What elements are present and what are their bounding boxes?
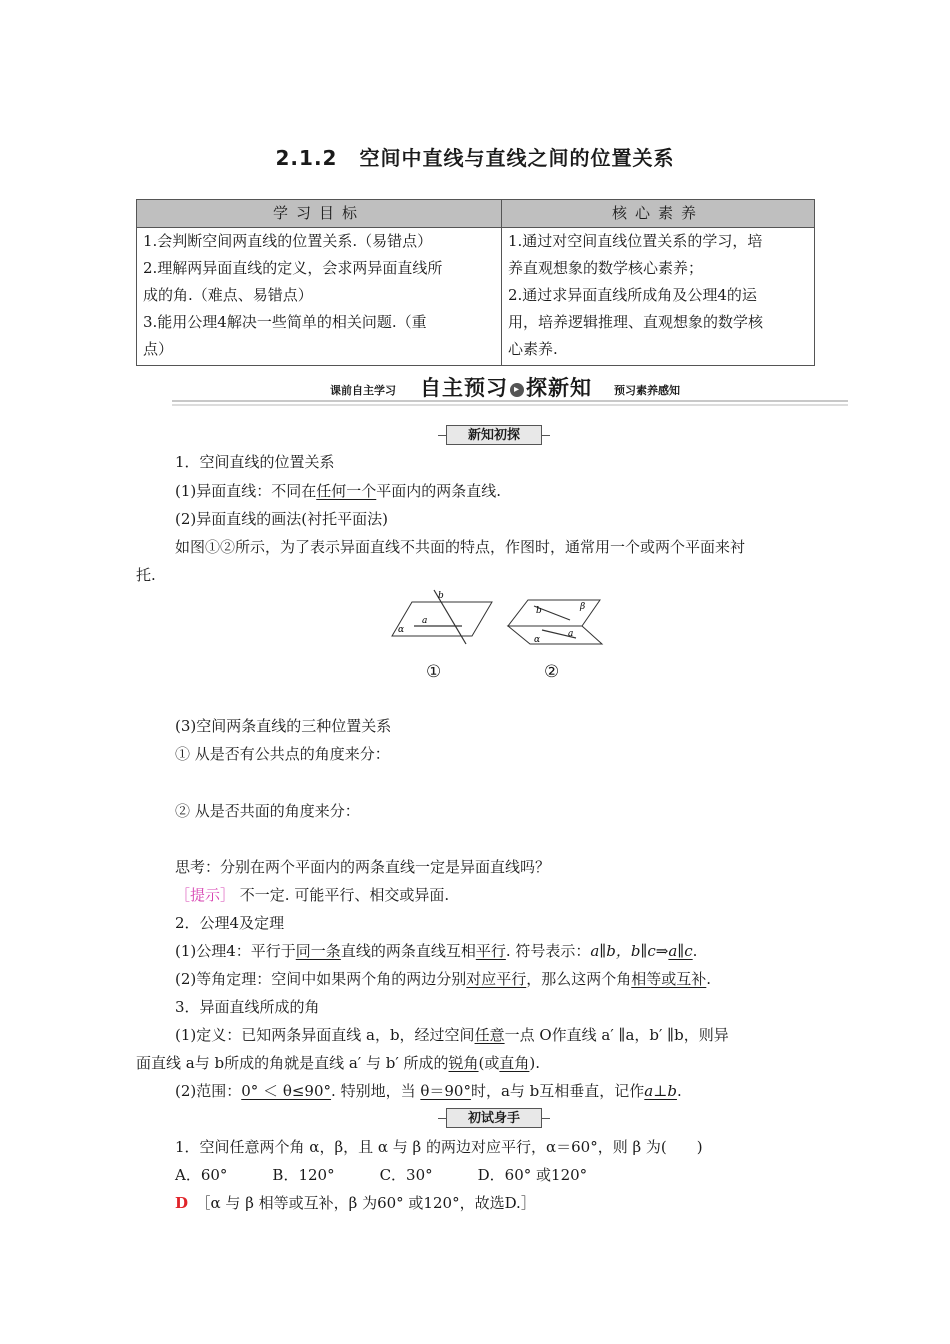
b-label: b	[536, 606, 542, 616]
page-title	[0, 142, 950, 171]
section-title: 空间中直线与直线之间的位置关系	[359, 146, 675, 170]
b-label: b	[438, 591, 444, 601]
literacy-line: 1.通过对空间直线位置关系的学习，培	[508, 232, 763, 250]
banner-divider	[172, 404, 848, 406]
banner-right-label: 预习素养感知	[614, 384, 680, 397]
banner-heading	[420, 372, 592, 402]
hint-line: ［提示］ 不一定. 可能平行、相交或异面.	[175, 886, 450, 904]
goal-line: 成的角.（难点、易错点）	[143, 286, 313, 304]
s1-by-coplanar: ② 从是否共面的角度来分：	[175, 802, 360, 820]
blank-answer: 0° ＜ θ≤90°	[241, 1082, 332, 1100]
blank-answer: 相等或互补	[631, 970, 707, 988]
s3-title: 3．异面直线所成的角	[175, 998, 320, 1016]
goal-line: 2.理解两异面直线的定义，会求两异面直线所	[143, 259, 443, 277]
a-label: a	[568, 629, 574, 639]
equal-angle-theorem: (2)等角定理：空间中如果两个角的两边分别对应平行，那么这两个角相等或互补.	[175, 970, 712, 988]
goal-line: 3.能用公理4解决一些简单的相关问题.（重	[143, 313, 427, 331]
blank-answer: 任意	[474, 1026, 505, 1044]
banner-heading-part2: 探新知	[526, 376, 592, 400]
question-1-answer: D ［α 与 β 相等或互补，β 为60° 或120°，故选D.］	[175, 1194, 536, 1212]
section-number: 2.1.2	[275, 146, 338, 170]
axiom-4: (1)公理4：平行于同一条直线的两条直线互相平行. 符号表示：a∥b，b∥c⇒a∥c.	[175, 942, 698, 960]
blank-answer: 同一条	[295, 942, 341, 960]
goals-header-left: 学习目标	[137, 200, 502, 228]
alpha-label: α	[534, 635, 541, 645]
s2-title: 2．公理4及定理	[175, 914, 285, 932]
alpha-label: α	[398, 625, 405, 635]
banner-left-label: 课前自主学习	[330, 384, 396, 397]
goals-header-right: 核心素养	[502, 200, 815, 228]
figure-2	[500, 596, 610, 648]
a-label: a	[422, 616, 428, 626]
s1-desc: 如图①②所示，为了表示异面直线不共面的特点，作图时，通常用一个或两个平面来衬	[175, 538, 746, 556]
goal-line: 点）	[143, 340, 174, 358]
s1-by-common-point: ① 从是否有公共点的角度来分：	[175, 745, 390, 763]
figure-1	[388, 586, 508, 646]
learning-goals-cell	[137, 228, 502, 366]
literacy-line: 2.通过求异面直线所成角及公理4的运	[508, 286, 757, 304]
arrow-right-icon: ▸	[510, 383, 524, 397]
question-1-options: A．60° B．120° C．30° D．60° 或120°	[175, 1166, 588, 1184]
s1-def: (1)异面直线：不同在任何一个平面内的两条直线.	[175, 482, 502, 500]
s1-title: 1．空间直线的位置关系	[175, 453, 335, 471]
answer-letter: D	[175, 1194, 189, 1212]
think-question: 思考：分别在两个平面内的两条直线一定是异面直线吗？	[175, 858, 551, 876]
blank-answer: a∥c	[668, 942, 693, 960]
angle-range: (2)范围：0° ＜ θ≤90°. 特别地，当 θ＝90°时，a与 b互相垂直，记作a⊥b.	[175, 1082, 682, 1100]
beta-label: β	[580, 602, 586, 612]
goal-line: 1.会判断空间两直线的位置关系.（易错点）	[143, 232, 433, 250]
blank-answer: 直角	[499, 1054, 530, 1072]
angle-definition: (1)定义：已知两条异面直线 a，b，经过空间任意一点 O作直线 a′ ∥a，b′ ∥b，则异	[175, 1026, 729, 1044]
figure-2-label: ②	[544, 662, 560, 682]
blank-answer: a⊥b	[644, 1082, 677, 1100]
hint-label: ［提示］	[175, 886, 236, 904]
literacy-line: 养直观想象的数学核心素养；	[508, 259, 704, 277]
question-1: 1．空间任意两个角 α，β，且 α 与 β 的两边对应平行，α＝60°，则 β 为( )	[175, 1138, 703, 1156]
figure-1-label: ①	[426, 662, 442, 682]
s1-three-relations: (3)空间两条直线的三种位置关系	[175, 717, 392, 735]
goals-table	[136, 199, 815, 366]
s1-drawing: (2)异面直线的画法(衬托平面法)	[175, 510, 388, 528]
literacy-line: 心素养.	[508, 340, 558, 358]
angle-definition-cont: 面直线 a与 b所成的角就是直线 a′ 与 b′ 所成的锐角(或直角).	[136, 1054, 541, 1072]
blank-answer: θ＝90°	[420, 1082, 471, 1100]
literacy-line: 用，培养逻辑推理、直观想象的数学核	[508, 313, 764, 331]
blank-answer: 平行	[475, 942, 506, 960]
s1-desc-cont: 托.	[136, 566, 156, 584]
blank-answer: 对应平行	[466, 970, 527, 988]
first-try-tag: 初试身手	[446, 1108, 542, 1128]
section-banner	[172, 374, 848, 408]
core-literacy-cell	[502, 228, 815, 366]
blank-answer: 锐角	[448, 1054, 479, 1072]
banner-heading-part1: 自主预习	[420, 376, 508, 400]
new-knowledge-tag: 新知初探	[446, 425, 542, 445]
blank-answer: 任何一个	[316, 482, 377, 500]
